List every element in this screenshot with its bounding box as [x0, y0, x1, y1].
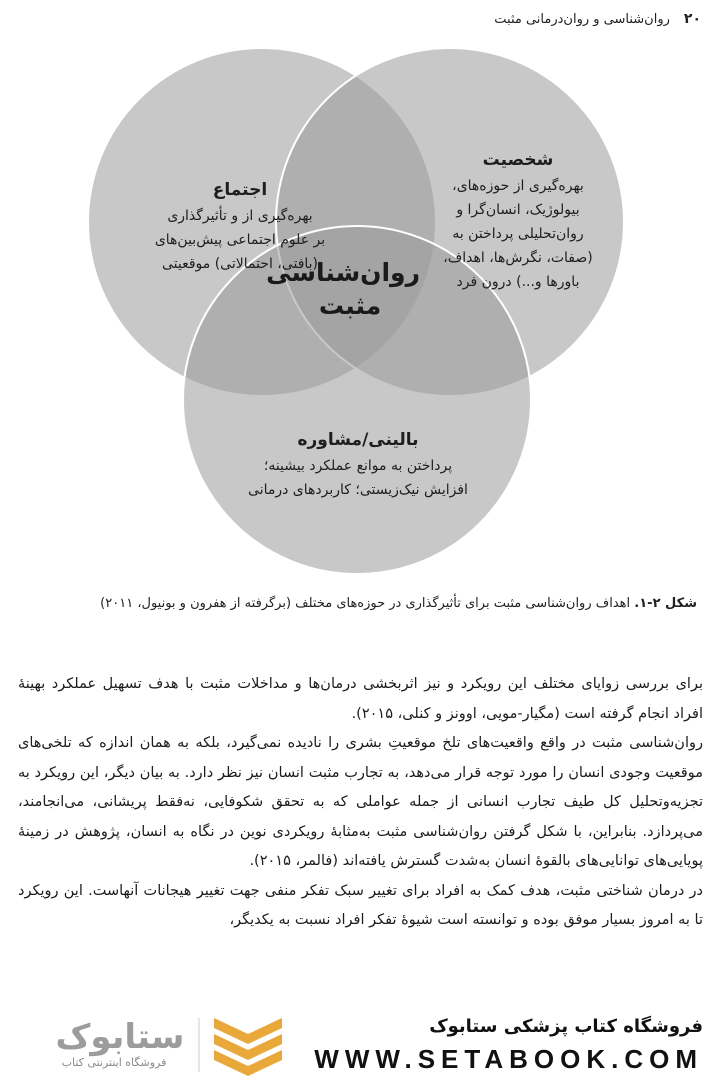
- personality-line: بهره‌گیری از حوزه‌های،: [452, 178, 584, 194]
- store-name: فروشگاه کتاب پزشکی ستابوک: [429, 1016, 703, 1037]
- body-text: [18, 670, 703, 936]
- positive-psychology-label: [266, 256, 420, 322]
- community-line: بهره‌گیری از و تأثیرگذاری: [167, 208, 313, 224]
- center-line: روان‌شناسی: [266, 258, 420, 287]
- community-line: بر علوم اجتماعی پیش‌بین‌های: [154, 232, 326, 248]
- logo-chevrons-icon: [214, 1018, 282, 1076]
- store-footer: [0, 1000, 721, 1080]
- figure-caption-text: اهداف روان‌شناسی مثبت برای تأثیرگذاری در حوزه‌های مختلف (برگرفته از هفرون و بونیول، ۲۰۱۱): [100, 596, 631, 611]
- personality-title: شخصیت: [482, 150, 554, 170]
- clinical-title: بالینی/مشاوره: [297, 430, 419, 450]
- community-title: اجتماع: [212, 180, 268, 200]
- paragraph: در درمان شناختی مثبت، هدف کمک به افراد برای تغییر سبک تفکر منفی جهت تغییر هیجانات آنهاست. این رویکرد تا به امروز بسیار موفق بوده و توانسته است شیوهٔ تفکر افراد نسبت به یکدیگر،: [18, 882, 703, 928]
- personality-line: (صفات، نگرش‌ها، اهداف،: [443, 250, 593, 266]
- personality-line: باورها و...) درون فرد: [456, 274, 580, 290]
- community-line: (بافتی، احتمالاتی) موقعیتی: [161, 256, 319, 272]
- logo-wordmark: ستابوک: [55, 1017, 185, 1057]
- paragraph: برای بررسی زوایای مختلف این رویکرد و نیز اثربخشی درمان‌ها و مداخلات مثبت با هدف تسهیل عملکرد بهینهٔ افراد انجام گرفته است (مگیار-مویی، اوونز و کنلی، ۲۰۱۵).: [18, 676, 703, 722]
- personality-line: بیولوژیک، انسان‌گرا و: [456, 202, 580, 218]
- paragraph: روان‌شناسی مثبت در واقع واقعیت‌های تلخ موقعیتِ بشری را نادیده نمی‌گیرد، بلکه به همان اندازه که تلخی‌های موقعیت وجودی انسان را مورد توجه قرار می‌دهد، به تجارب مثبت انسان نیز نظر دارد. به بیان دیگر، این رویکرد به تجزیه‌وتحلیل کل طیف تجارب انسانی از جمله عواملی که به تحقق شکوفایی، نه‌فقط پریشانی، می‌انجامند، می‌پردازد. بنابراین، با شکل گرفتن روان‌شناسی مثبت به‌مثابهٔ رویکردی نوین در نگاه به انسان، پژوهش در زمینهٔ پویایی‌های توانایی‌های بالقوهٔ انسان به‌شدت گسترش یافته‌اند (فالمر، ۲۰۱۵).: [18, 735, 703, 869]
- clinical-text: [230, 430, 486, 502]
- clinical-line: پرداختن به موانع عملکرد بیشینه؛: [263, 458, 453, 474]
- clinical-line: افزایش نیک‌زیستی؛ کاربردهای درمانی: [248, 482, 468, 498]
- center-line: مثبت: [318, 291, 382, 320]
- logo-subtitle: فروشگاه اینترنتی کتاب: [61, 1056, 167, 1069]
- page-header: [14, 6, 701, 32]
- figure-caption: [24, 596, 697, 611]
- figure-label: شکل ۲-۱.: [634, 596, 697, 611]
- page-number: ۲۰: [683, 11, 701, 27]
- personality-text: [420, 150, 616, 294]
- running-title: روان‌شناسی و روان‌درمانی مثبت: [494, 11, 670, 27]
- store-url[interactable]: WWW.SETABOOK.COM: [314, 1044, 703, 1074]
- venn-diagram: [0, 38, 721, 588]
- personality-line: روان‌تحلیلی پرداختن به: [452, 226, 584, 242]
